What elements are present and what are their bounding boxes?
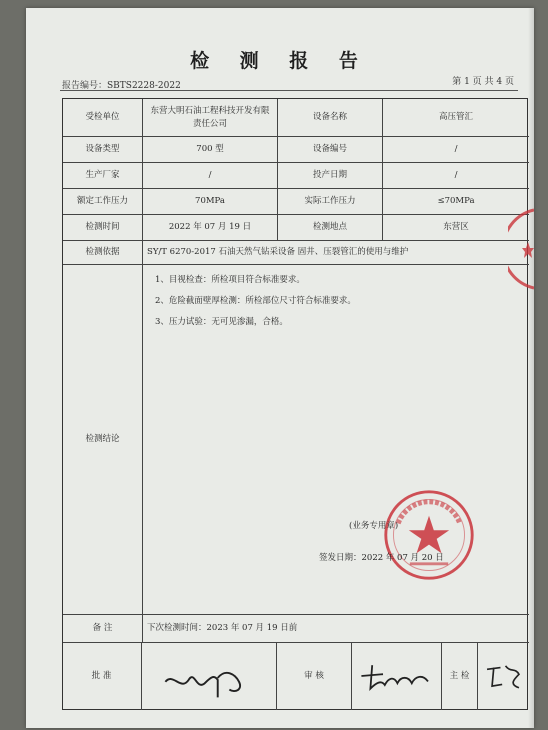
- signature-row: [62, 642, 528, 710]
- inspector-signature: [478, 642, 528, 710]
- approve-signature: [142, 642, 277, 710]
- test-location-label: 检测地点: [278, 215, 383, 241]
- client-label: 受检单位: [63, 99, 143, 137]
- equip-type-value: 700 型: [143, 137, 278, 163]
- rated-pressure-value: 70MPa: [143, 189, 278, 215]
- report-page: [26, 8, 534, 728]
- inspector-label: 主 检: [442, 642, 478, 710]
- actual-pressure-label: 实际工作压力: [278, 189, 383, 215]
- report-title: 检 测 报 告: [190, 50, 370, 72]
- client-value: 东营大明石油工程科技开发有限责任公司: [143, 99, 278, 137]
- test-location-value: 东营区: [383, 215, 529, 241]
- test-time-value: 2022 年 07 月 19 日: [143, 215, 278, 241]
- reviewer-signature-image: [356, 642, 437, 710]
- conclusion-item: 3、压力试验：无可见渗漏，合格。: [155, 317, 288, 327]
- equip-name-value: 高压管汇: [383, 99, 529, 137]
- equip-no-label: 设备编号: [278, 137, 383, 163]
- rated-pressure-label: 额定工作压力: [63, 189, 143, 215]
- commission-value: /: [383, 163, 529, 189]
- conclusion-body: [143, 265, 529, 615]
- actual-pressure-value: ≤70MPa: [383, 189, 529, 215]
- conclusion-item: 1、目视检查：所检项目符合标准要求。: [155, 275, 305, 285]
- page-info: 第 1 页 共 4 页: [452, 77, 514, 87]
- approve-label: 批 准: [62, 642, 142, 710]
- report-number: 报告编号：SBTS2228-2022: [62, 81, 181, 91]
- inspector-signature-image: [482, 642, 524, 710]
- commission-label: 投产日期: [278, 163, 383, 189]
- approver-signature-image: [146, 642, 272, 710]
- review-label: 审 核: [277, 642, 352, 710]
- seal-note: (业务专用章): [349, 521, 399, 531]
- inspector-block: [442, 642, 528, 710]
- sign-date: 签发日期：2022 年 07 月 20 日: [319, 553, 444, 563]
- header-rule: [60, 90, 518, 91]
- maker-label: 生产厂家: [63, 163, 143, 189]
- maker-value: /: [143, 163, 278, 189]
- report-table: [62, 98, 528, 710]
- conclusion-item: 2、危险截面壁厚检测：所检部位尺寸符合标准要求。: [155, 296, 356, 306]
- edge-seal-image: [508, 204, 534, 294]
- equip-no-value: /: [383, 137, 529, 163]
- remark-label: 备 注: [63, 615, 143, 643]
- basis-label: 检测依据: [63, 241, 143, 265]
- basis-value: SY/T 6270-2017 石油天然气钻采设备 固井、压裂管汇的使用与维护: [143, 241, 529, 265]
- conclusion-label: 检测结论: [63, 265, 143, 615]
- official-seal-image: [381, 487, 477, 583]
- review-signature: [352, 642, 442, 710]
- remark-value: 下次检测时间：2023 年 07 月 19 日前: [143, 615, 529, 643]
- test-time-label: 检测时间: [63, 215, 143, 241]
- equip-name-label: 设备名称: [278, 99, 383, 137]
- equip-type-label: 设备类型: [63, 137, 143, 163]
